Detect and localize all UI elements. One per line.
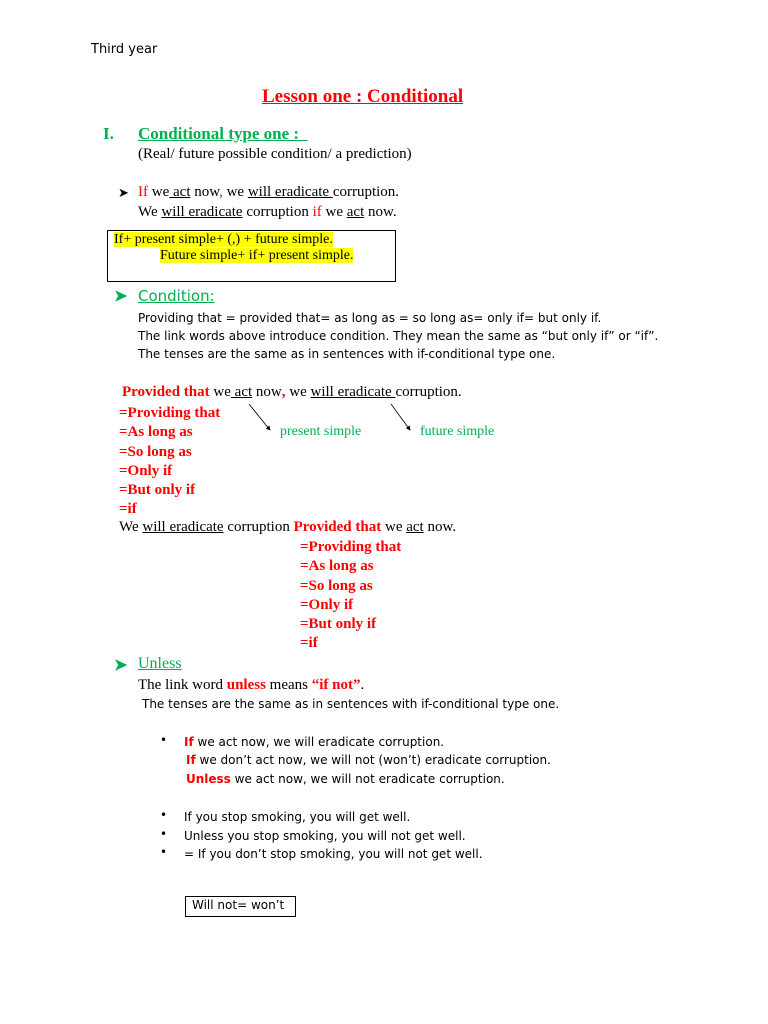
example-line: If we act now, we will eradicate corruption.: [138, 184, 400, 200]
page-title: Lesson one : Conditional: [262, 86, 464, 107]
example-line: We will eradicate corruption Provided that we act now.: [119, 519, 457, 535]
text-line: The link words above introduce condition. They mean the same as “but only if” or “if”.: [138, 329, 659, 343]
bullet-icon: •: [160, 845, 168, 859]
arrow-bullet-icon: ➤: [118, 185, 129, 200]
formula-line: If+ present simple+ (,) + future simple.: [114, 232, 333, 247]
unless-heading: Unless: [138, 655, 182, 672]
arrow-bullet-icon: ➤: [114, 288, 128, 305]
note-text: Will not= won’t: [192, 898, 285, 912]
text-line: Providing that = provided that= as long as = so long as= only if= but only if.: [138, 311, 602, 325]
bullet-icon: •: [160, 827, 168, 841]
linkword-list: =Providing that =As long as =So long as =Only if =But only if =if: [119, 405, 221, 518]
condition-heading: Condition:: [138, 287, 215, 305]
tense-label: present simple: [280, 424, 362, 439]
bullet-text: = If you don’t stop smoking, you will not get well.: [184, 847, 483, 861]
bullet-text: If we act now, we will eradicate corruption.: [184, 735, 445, 749]
formula-line: Future simple+ if+ present simple.: [160, 248, 354, 263]
section-subtitle: (Real/ future possible condition/ a prediction): [138, 146, 412, 162]
linkword-list: =Providing that =As long as =So long as =Only if =But only if =if: [300, 539, 402, 652]
bullet-text: If we don’t act now, we will not (won’t) eradicate corruption.: [186, 753, 551, 767]
tense-label: future simple: [420, 424, 495, 439]
arrow-bullet-icon: ➤: [114, 657, 128, 674]
bullet-text: Unless you stop smoking, you will not get well.: [184, 829, 466, 843]
header-label: Third year: [91, 42, 158, 57]
example-line: Provided that we act now, we will eradicate corruption.: [122, 384, 462, 400]
section-heading: Conditional type one :: [138, 124, 300, 143]
example-line: We will eradicate corruption if we act now.: [138, 204, 397, 220]
section-numeral: I.: [103, 124, 114, 143]
bullet-text: If you stop smoking, you will get well.: [184, 810, 411, 824]
bullet-icon: •: [160, 733, 168, 747]
text-line: The tenses are the same as in sentences with if-conditional type one.: [142, 697, 560, 711]
text-line: The tenses are the same as in sentences with if-conditional type one.: [138, 347, 556, 361]
text-line: The link word unless means “if not”.: [138, 677, 365, 693]
bullet-icon: •: [160, 808, 168, 822]
bullet-text: Unless we act now, we will not eradicate corruption.: [186, 772, 505, 786]
